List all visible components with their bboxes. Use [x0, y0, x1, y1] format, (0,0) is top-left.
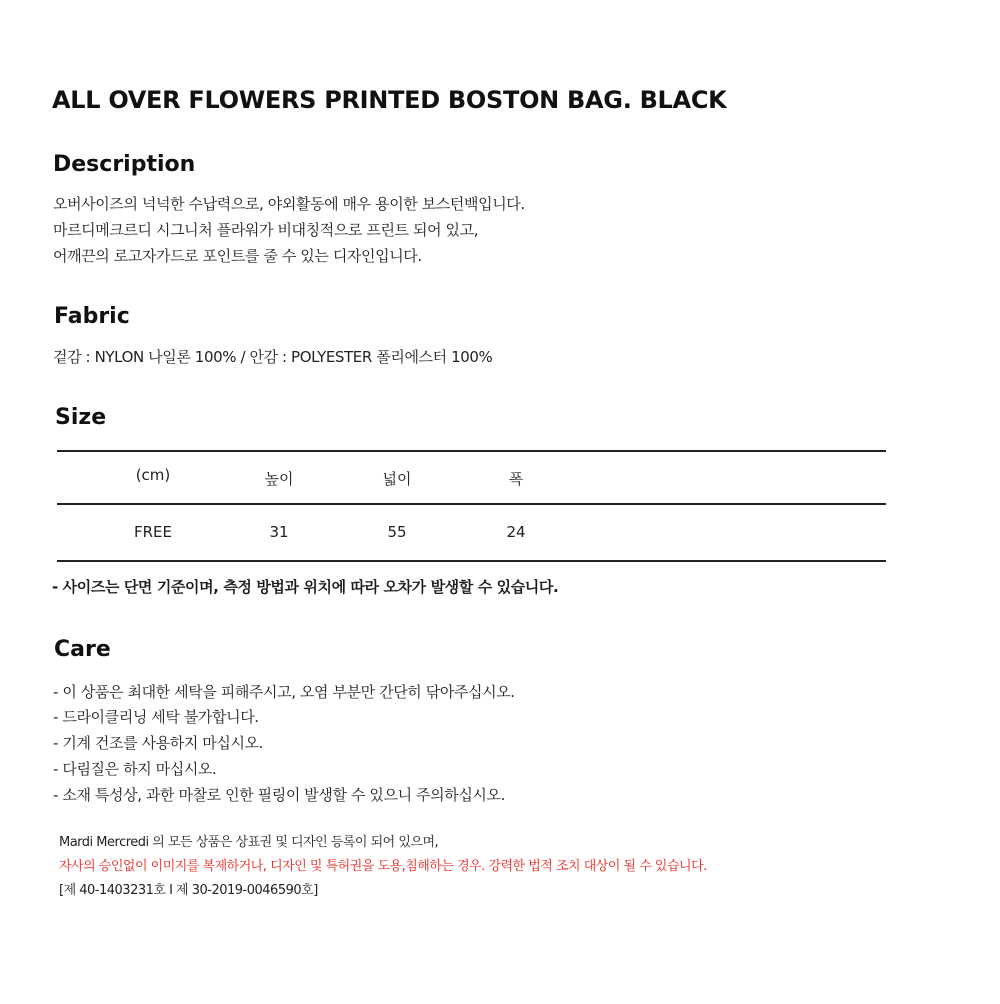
copyright-notice: Mardi Mercredi 의 모든 상품은 상표권 및 디자인 등록이 되어 있으며,: [59, 835, 439, 850]
table-top-rule: [57, 450, 886, 452]
table-cell-depth: 24: [506, 523, 526, 541]
table-middle-rule: [57, 503, 886, 505]
product-title: ALL OVER FLOWERS PRINTED BOSTON BAG. BLACK: [52, 86, 727, 114]
description-line: 마르디메크르디 시그니처 플라워가 비대칭적으로 프린트 되어 있고,: [53, 221, 479, 239]
description-heading: Description: [53, 152, 196, 177]
size-note: - 사이즈는 단면 기준이며, 측정 방법과 위치에 따라 오차가 발생할 수 있습니다.: [52, 578, 559, 596]
table-header-unit: (cm): [135, 466, 171, 484]
table-cell-height: 31: [269, 523, 289, 541]
fabric-heading: Fabric: [54, 304, 130, 329]
care-heading: Care: [54, 637, 111, 662]
care-line: - 이 상품은 최대한 세탁을 피해주시고, 오염 부분만 간단히 닦아주십시오.: [53, 683, 515, 701]
table-header-width: 넓이: [382, 470, 412, 488]
care-line: - 소재 특성상, 과한 마찰로 인한 필링이 발생할 수 있으니 주의하십시오.: [53, 786, 505, 804]
table-cell-width: 55: [387, 523, 407, 541]
care-line: - 기계 건조를 사용하지 마십시오.: [53, 734, 264, 752]
description-line: 오버사이즈의 넉넉한 수납력으로, 야외활동에 매우 용이한 보스턴백입니다.: [53, 195, 525, 213]
care-line: - 드라이클리닝 세탁 불가합니다.: [53, 708, 259, 726]
fabric-text: 겉감 : NYLON 나일론 100% / 안감 : POLYESTER 폴리에스터 100%: [53, 348, 493, 366]
table-bottom-rule: [57, 560, 886, 562]
size-heading: Size: [55, 405, 107, 430]
table-cell-size: FREE: [133, 523, 172, 541]
description-line: 어깨끈의 로고자가드로 포인트를 줄 수 있는 디자인입니다.: [53, 247, 422, 265]
registration-numbers: [제 40-1403231호 I 제 30-2019-0046590호]: [59, 883, 318, 898]
table-header-height: 높이: [264, 470, 294, 488]
table-header-depth: 폭: [508, 470, 524, 488]
legal-warning: 자사의 승인없이 이미지를 복제하거나, 디자인 및 특허권을 도용,침해하는 경우. 강력한 법적 조치 대상이 될 수 있습니다.: [59, 859, 707, 874]
care-line: - 다림질은 하지 마십시오.: [53, 760, 217, 778]
